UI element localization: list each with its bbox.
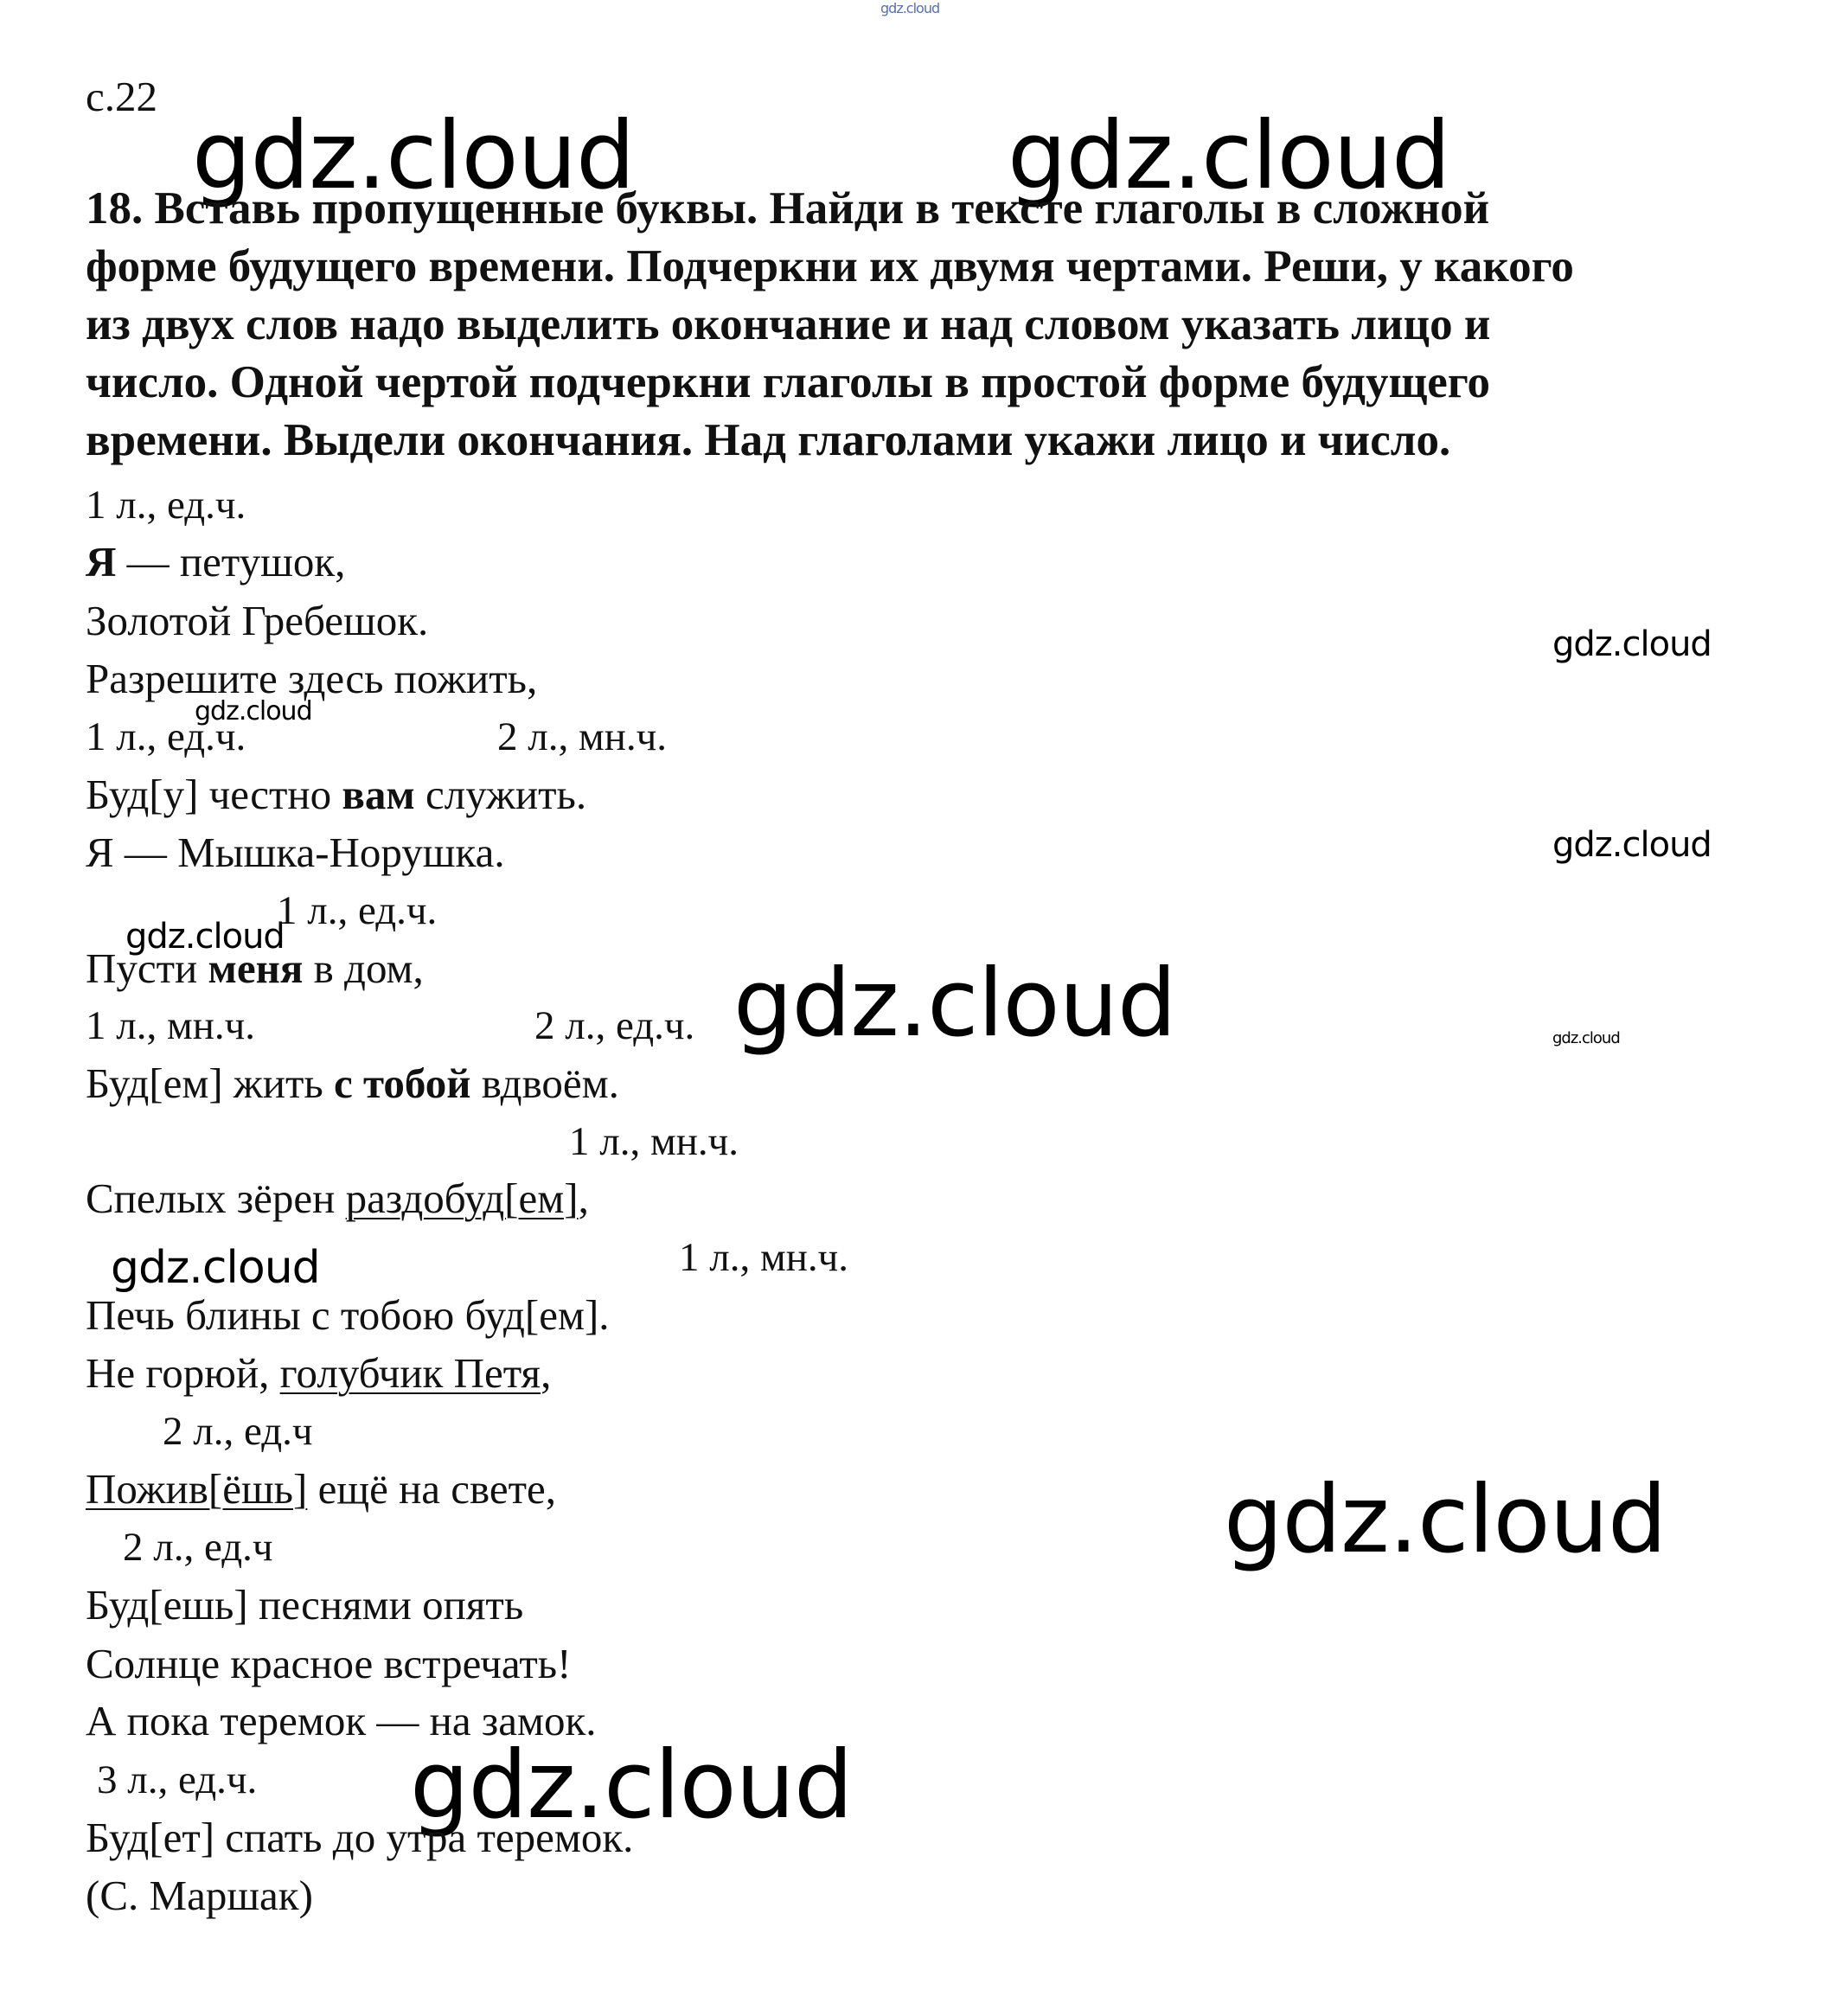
grammar-note: 3 л., ед.ч. xyxy=(97,1757,258,1802)
poem-line: Спелых зёрен раздобуд[ем], xyxy=(86,1174,589,1222)
poem-line: А пока теремок — на замок. xyxy=(86,1697,597,1744)
poem-author: (С. Маршак) xyxy=(86,1872,313,1919)
page-number: с.22 xyxy=(86,73,157,120)
grammar-note: 2 л., ед.ч xyxy=(163,1409,313,1454)
poem-line: Буд[у] честно вам служить. xyxy=(86,771,587,818)
grammar-note: 1 л., мн.ч. xyxy=(569,1119,739,1164)
pronoun: вам xyxy=(342,771,415,818)
task-line: 18. Вставь пропущенные буквы. Найди в тексте глаголы в сложной xyxy=(86,183,1490,234)
watermark-large: gdz.cloud xyxy=(1008,102,1450,210)
pronoun: Я xyxy=(86,538,117,586)
task-text xyxy=(86,180,1781,470)
watermark-large: gdz.cloud xyxy=(733,950,1176,1058)
watermark-large: gdz.cloud xyxy=(192,102,635,210)
task-line: число. Одной чертой подчеркни глаголы в простой форме будущего xyxy=(86,357,1490,407)
watermark-large: gdz.cloud xyxy=(1224,1466,1667,1574)
poem-line: Буд[ет] спать до утра теремок. xyxy=(86,1814,634,1861)
grammar-note: 1 л., мн.ч. xyxy=(679,1235,848,1280)
poem-line: Я — Мышка-Норушка. xyxy=(86,829,505,876)
watermark-top-tiny: gdz.cloud xyxy=(880,0,940,16)
poem-line: Золотой Гребешок. xyxy=(86,597,429,644)
poem-line: Я — петушок, xyxy=(86,538,346,586)
watermark-tiny: gdz.cloud xyxy=(1552,1029,1620,1047)
watermark-small: gdz.cloud xyxy=(111,1242,320,1294)
grammar-note: 1 л., ед.ч. xyxy=(86,714,246,759)
grammar-note: 2 л., ед.ч xyxy=(123,1525,273,1570)
pronoun: с тобой xyxy=(334,1059,471,1107)
grammar-note: 2 л., мн.ч. xyxy=(497,714,667,759)
task-line: форме будущего времени. Подчеркни их двумя чертами. Реши, у какого xyxy=(86,241,1574,291)
task-line: времени. Выдели окончания. Над глаголами укажи лицо и число. xyxy=(86,415,1451,465)
poem-line: Не горюй, голубчик Петя, xyxy=(86,1349,552,1397)
underlined-verb: раздобуд[ем] xyxy=(345,1174,579,1222)
poem-line: Печь блины с тобою буд[ем]. xyxy=(86,1291,610,1339)
poem-line: Разрешите здесь пожить, xyxy=(86,655,538,702)
watermark-small: gdz.cloud xyxy=(1552,825,1712,865)
poem-line: Буд[ешь] песнями опять xyxy=(86,1581,524,1629)
poem-line: Буд[ем] жить с тобой вдвоём. xyxy=(86,1059,619,1107)
grammar-note: 1 л., ед.ч. xyxy=(277,888,438,933)
grammar-note: 2 л., ед.ч. xyxy=(534,1003,695,1048)
poem-line: Солнце красное встречать! xyxy=(86,1640,572,1687)
underlined-verb: Пожив[ёшь] xyxy=(86,1465,308,1513)
watermark-small: gdz.cloud xyxy=(1552,624,1712,664)
watermark-large: gdz.cloud xyxy=(410,1731,853,1840)
underlined-phrase: голубчик Петя xyxy=(279,1349,541,1397)
pronoun: меня xyxy=(208,944,304,992)
watermark-small: gdz.cloud xyxy=(125,917,285,957)
task-line: из двух слов надо выделить окончание и над словом указать лицо и xyxy=(86,299,1491,349)
grammar-note: 1 л., ед.ч. xyxy=(86,483,246,528)
watermark-small: gdz.cloud xyxy=(195,696,312,726)
poem-line: Пусти меня в дом, xyxy=(86,944,424,992)
grammar-note: 1 л., мн.ч. xyxy=(86,1003,255,1048)
poem-line: Пожив[ёшь] ещё на свете, xyxy=(86,1465,557,1513)
